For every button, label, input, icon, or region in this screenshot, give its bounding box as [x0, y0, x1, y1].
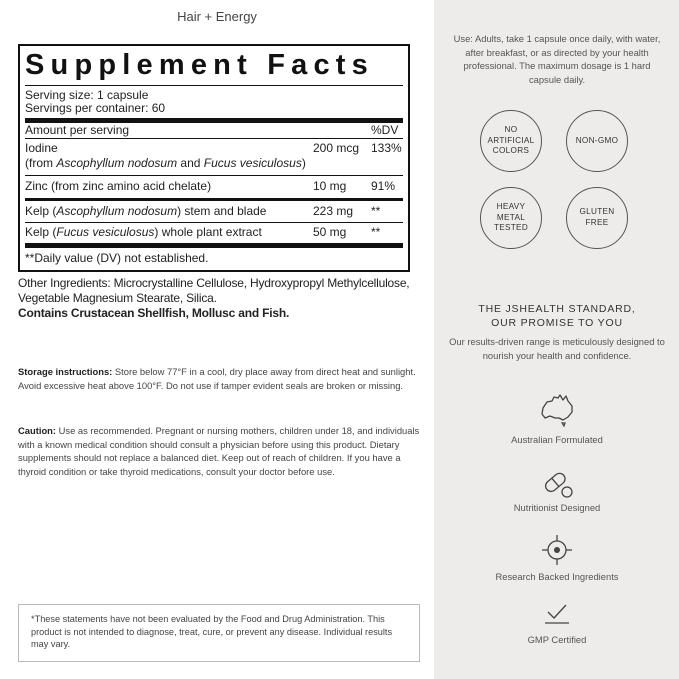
- amount-per-serving-label: Amount per serving: [25, 123, 130, 137]
- nutrient-amount: 10 mg: [313, 179, 347, 193]
- checkmark-icon: [537, 598, 577, 634]
- badge-gluten-free: GLUTEN FREE: [566, 187, 628, 249]
- other-ingredients: [18, 276, 428, 321]
- standard-title: THE JSHEALTH STANDARD, OUR PROMISE TO YOU: [478, 303, 636, 329]
- table-row: [25, 223, 403, 243]
- feature-label: Australian Formulated: [511, 434, 603, 445]
- standard-body: Our results-driven range is meticulously designed to nourish your health and confidence.: [449, 336, 665, 361]
- target-icon: [537, 532, 577, 568]
- badge-non-gmo: NON-GMO: [566, 110, 628, 172]
- capsule-icon: [537, 466, 577, 502]
- table-row: [25, 176, 403, 198]
- nutrient-dv: **: [371, 204, 381, 218]
- nutrient-amount: 223 mg: [313, 204, 354, 218]
- nutrient-source: (from Ascophyllum nodosum and Fucus vesiculosus): [25, 156, 306, 170]
- badge-no-artificial-colors: NO ARTIFICIAL COLORS: [480, 110, 542, 172]
- feature-label: GMP Certified: [527, 634, 587, 645]
- caution-text: Caution: Use as recommended. Pregnant or nursing mothers, children under 18, and individuals with a known medical condition should consult a physician before using this product. Dietary supplements should not replace a balanced diet. Keep out of reach of children. If you have a thyroid condition or take thyroid medications, consult your doctor before use.: [18, 425, 420, 477]
- nutrient-dv: **: [371, 225, 381, 239]
- table-row: [25, 139, 403, 175]
- nutrient-name: Kelp (Ascophyllum nodosum) stem and blade: [25, 204, 267, 218]
- nutrient-name: Kelp (Fucus vesiculosus) whole plant extract: [25, 225, 262, 239]
- table-row: [25, 201, 403, 222]
- supplement-facts-panel: [18, 44, 410, 272]
- servings-per-container: Servings per container: 60: [25, 101, 166, 115]
- feature-label: Nutritionist Designed: [513, 502, 601, 513]
- footnote: **Daily value (DV) not established.: [25, 251, 209, 265]
- table-header: [25, 123, 403, 138]
- australia-map-icon: [537, 392, 577, 428]
- nutrient-name: Iodine: [25, 141, 58, 155]
- feature-label: Research Backed Ingredients: [495, 571, 619, 582]
- storage-instructions: Storage instructions: Store below 77°F in a cool, dry place away from direct heat and sunlight. Avoid excessive heat above 100°F. Do not use if tamper evident seals are broken or missing.: [18, 366, 416, 391]
- nutrient-amount: 200 mcg: [313, 141, 360, 155]
- supplement-facts-heading: Supplement Facts: [25, 49, 374, 81]
- ingredients-text: Other Ingredients: Microcrystalline Cellulose, Hydroxypropyl Methylcellulose, Vegetable Magnesium Stearate, Silica.: [18, 276, 410, 305]
- dv-header: %DV: [371, 123, 399, 137]
- nutrient-amount: 50 mg: [313, 225, 347, 239]
- divider: [25, 85, 403, 86]
- serving-size: Serving size: 1 capsule: [25, 88, 149, 102]
- nutrient-name: Zinc (from zinc amino acid chelate): [25, 179, 212, 193]
- allergen-statement: Contains Crustacean Shellfish, Mollusc and Fish.: [18, 306, 290, 320]
- badge-heavy-metal-tested: HEAVY METAL TESTED: [480, 187, 542, 249]
- usage-instructions: Use: Adults, take 1 capsule once daily, with water, after breakfast, or as directed by your health professional. The maximum dosage is 1 hard capsule daily.: [453, 33, 661, 85]
- product-subtitle: Hair + Energy: [177, 9, 257, 24]
- nutrient-dv: 133%: [371, 141, 402, 155]
- nutrient-dv: 91%: [371, 179, 396, 193]
- fda-disclaimer: *These statements have not been evaluated by the Food and Drug Administration. This product is not intended to diagnose, treat, cure, or prevent any disease. Individual results may vary.: [18, 604, 420, 662]
